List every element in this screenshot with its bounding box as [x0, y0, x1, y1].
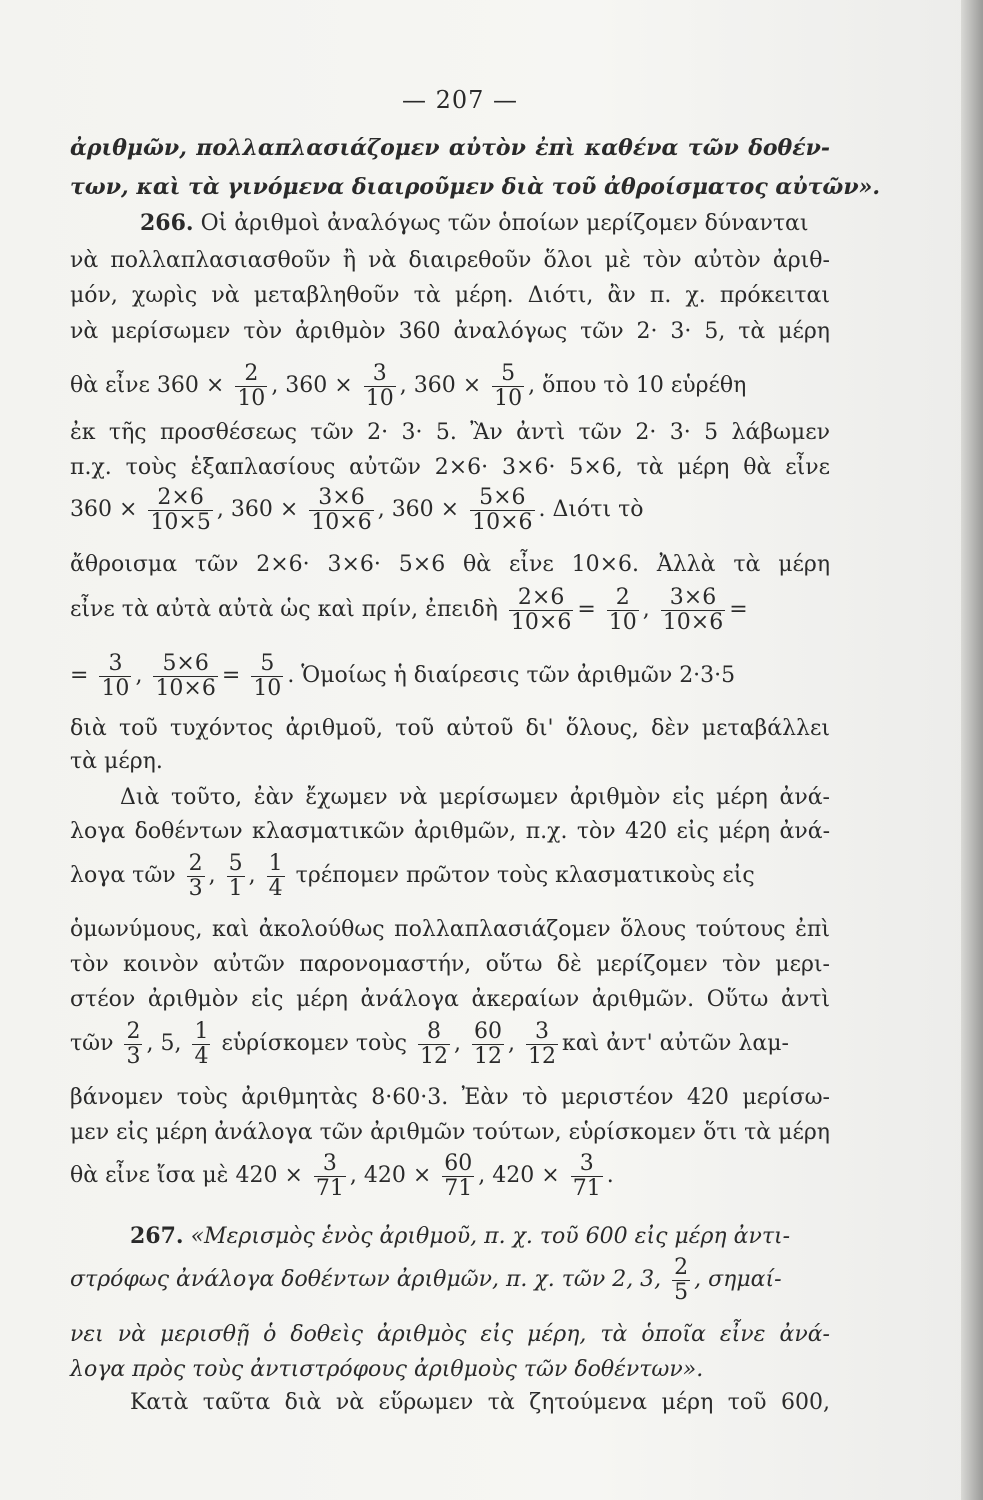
- text-span: , 360 ×: [377, 497, 460, 522]
- comma: ,: [642, 597, 650, 622]
- denominator: 10×6: [662, 609, 724, 635]
- text-line: μόν, χωρὶς νὰ μεταβληθοῦν τὰ μέρη. Διότι, ἂν π. χ. πρόκειται: [70, 283, 830, 308]
- formula-line: [70, 1254, 830, 1306]
- fraction: [472, 1020, 504, 1069]
- denominator: 10×6: [155, 675, 216, 701]
- numerator: 2: [126, 1018, 141, 1044]
- denominator: 12: [474, 1043, 503, 1069]
- denominator: 10×6: [311, 509, 372, 535]
- numerator: 2: [235, 362, 267, 387]
- text-span: , 360 ×: [399, 373, 482, 398]
- text-line: ἐκ τῆς προσθέσεως τῶν 2· 3· 5. Ἂν ἀντὶ τῶν 2· 3· 5 λάβωμεν: [70, 420, 830, 445]
- fraction: [672, 1256, 690, 1305]
- comma: ,: [454, 1031, 462, 1056]
- denominator: 4: [194, 1043, 209, 1069]
- numerator: 3×6: [661, 586, 725, 611]
- fraction: [192, 1020, 210, 1069]
- fraction: [227, 852, 245, 901]
- text-span: θὰ εἶνε 360 ×: [70, 373, 225, 398]
- equals-sign: =: [221, 663, 241, 688]
- text-span: εὑρίσκομεν τοὺς: [221, 1031, 408, 1056]
- formula-line: [70, 484, 830, 536]
- text-line: τὰ μέρη.: [70, 749, 163, 774]
- text-span: , 420 ×: [349, 1163, 432, 1188]
- fraction: [187, 852, 205, 901]
- numerator: 8: [418, 1020, 450, 1045]
- numerator: 5×6: [470, 486, 534, 511]
- equals-sign: =: [729, 597, 748, 622]
- numerator: 5: [228, 850, 243, 876]
- numerator: 3: [99, 652, 131, 677]
- fraction: [661, 586, 725, 635]
- fraction: [364, 362, 396, 411]
- numerator: 2: [188, 850, 203, 876]
- fraction: [442, 1152, 474, 1201]
- numerator: 3×6: [309, 486, 373, 511]
- numerator: 5: [492, 362, 524, 387]
- numerator: 5: [251, 652, 283, 677]
- text-line: τὸν κοινὸν αὐτῶν παρονομαστήν, οὕτω δὲ μερίζομεν τὸν μερι-: [70, 952, 830, 977]
- text-span: . Διότι τὸ: [538, 497, 644, 522]
- numerator: 60: [444, 1150, 473, 1176]
- text-line: νὰ πολλαπλασιασθοῦν ἢ νὰ διαιρεθοῦν ὅλοι μὲ τὸν αὐτὸν ἀριθ-: [70, 248, 830, 273]
- fraction: [148, 486, 212, 535]
- text-line: Διὰ τοῦτο, ἐὰν ἔχωμεν νὰ μερίσωμεν ἀριθμὸν εἰς μέρη ἀνά-: [120, 785, 830, 810]
- denominator: 10: [608, 609, 637, 635]
- text-line: διὰ τοῦ τυχόντος ἀριθμοῦ, τοῦ αὐτοῦ δι' ὅλους, δὲν μεταβάλλει: [70, 716, 830, 741]
- numerator: 5×6: [153, 652, 217, 677]
- text-line: Κατὰ ταῦτα διὰ νὰ εὕρωμεν τὰ ζητούμενα μέρη τοῦ 600,: [130, 1390, 830, 1415]
- text-line: π.χ. τοὺς ἑξαπλασίους αὐτῶν 2×6· 3×6· 5×6, τὰ μέρη θὰ εἶνε: [70, 455, 830, 480]
- comma: ,: [208, 863, 216, 888]
- fraction: [418, 1020, 450, 1069]
- denominator: 1: [228, 875, 243, 901]
- denominator: 12: [420, 1043, 449, 1069]
- text-span: τρέπομεν πρῶτον τοὺς κλασματικοὺς εἰς: [295, 863, 755, 888]
- denominator: 10: [101, 675, 130, 701]
- formula-line: [70, 1150, 830, 1202]
- numerator: 1: [194, 1018, 209, 1044]
- text-span: , 360 ×: [216, 497, 299, 522]
- numerator: 3: [526, 1020, 558, 1045]
- denominator: 10: [237, 385, 266, 411]
- numerator: 60: [474, 1018, 503, 1044]
- fraction: [309, 486, 373, 535]
- text-span: εἶνε τὰ αὐτὰ αὐτὰ ὡς καὶ πρίν, ἐπειδὴ: [70, 597, 498, 622]
- fraction: [99, 652, 131, 701]
- denominator: 3: [126, 1043, 141, 1069]
- equals-sign: =: [577, 597, 596, 622]
- denominator: 10×5: [150, 509, 211, 535]
- formula-line: [70, 650, 830, 702]
- text-line: μεν εἰς μέρη ἀνάλογα τῶν ἀριθμῶν τούτων, εὑρίσκομεν ὅτι τὰ μέρη: [70, 1120, 830, 1145]
- text-line: βάνομεν τοὺς ἀριθμητὰς 8·60·3. Ἐὰν τὸ μεριστέον 420 μερίσω-: [70, 1085, 830, 1110]
- page-number: — 207 —: [401, 86, 519, 114]
- fraction: [526, 1020, 558, 1069]
- text-span: 360 ×: [70, 497, 138, 522]
- numerator: 2×6: [509, 586, 573, 611]
- text-span: θὰ εἶνε ἴσα μὲ 420 ×: [70, 1163, 303, 1188]
- comma: ,: [508, 1031, 516, 1056]
- denominator: 3: [188, 875, 203, 901]
- fraction: [509, 586, 573, 635]
- numerator: 3: [571, 1152, 603, 1177]
- denominator: 4: [268, 875, 283, 901]
- numerator: 1: [268, 850, 283, 876]
- fraction: [267, 852, 285, 901]
- denominator: 10×6: [472, 509, 533, 535]
- fraction: [235, 362, 267, 411]
- fraction: [153, 652, 217, 701]
- formula-line: [70, 360, 830, 412]
- text-line: ἄθροισμα τῶν 2×6· 3×6· 5×6 θὰ εἶνε 10×6. Ἀλλὰ τὰ μέρη: [70, 552, 830, 577]
- comma: ,: [146, 1031, 154, 1056]
- paragraph-266-start: [140, 208, 830, 239]
- period: .: [606, 1163, 614, 1188]
- text-span: λογα τῶν: [70, 863, 176, 888]
- numerator: 2: [674, 1254, 689, 1280]
- text-line: λογα πρὸς τοὺς ἀντιστρόφους ἀριθμοὺς τῶν δοθέντων».: [70, 1357, 704, 1382]
- denominator: 10: [494, 385, 523, 411]
- text-span: τῶν: [70, 1031, 114, 1056]
- text-line: νει νὰ μερισθῇ ὁ δοθεὶς ἀριθμὸς εἰς μέρη, τὰ ὁποῖα εἶνε ἀνά-: [70, 1322, 830, 1347]
- paragraph-267-start: [130, 1221, 830, 1252]
- text-span: καὶ ἀντ' αὐτῶν λαμ-: [562, 1031, 789, 1056]
- equals-sign: =: [70, 663, 89, 688]
- denominator: 71: [444, 1175, 473, 1201]
- text-span: . Ὁμοίως ἡ διαίρεσις τῶν ἀριθμῶν 2·3·5: [287, 663, 736, 688]
- comma: ,: [248, 863, 256, 888]
- text-span: «Μερισμὸς ἑνὸς ἀριθμοῦ, π. χ. τοῦ 600 εἰς μέρη ἀντι-: [183, 1224, 791, 1249]
- text-span: στρόφως ἀνάλογα δοθέντων ἀριθμῶν, π. χ. τῶν 2, 3,: [70, 1267, 662, 1292]
- text-line: ὁμωνύμους, καὶ ἀκολούθως πολλαπλασιάζομεν ὅλους τούτους ἐπὶ: [70, 917, 830, 942]
- section-number-267: 267.: [130, 1223, 184, 1249]
- fraction: [492, 362, 524, 411]
- formula-line: [70, 850, 830, 902]
- denominator: 10×6: [510, 609, 572, 635]
- text-span: , 360 ×: [271, 373, 353, 398]
- numerator: 3: [314, 1152, 346, 1177]
- formula-line: [70, 1018, 830, 1070]
- fraction: [607, 586, 639, 635]
- text-line: λογα δοθέντων κλασματικῶν ἀριθμῶν, π.χ. τὸν 420 εἰς μέρη ἀνά-: [70, 819, 830, 844]
- denominator: 71: [572, 1175, 601, 1201]
- text-line: των, καὶ τὰ γινόμενα διαιροῦμεν διὰ τοῦ ἀθροίσματος αὐτῶν».: [70, 174, 881, 200]
- text-span: , 420 ×: [478, 1163, 560, 1188]
- text-span: , ὅπου τὸ 10 εὑρέθη: [528, 373, 747, 398]
- denominator: 71: [315, 1175, 344, 1201]
- fraction: [571, 1152, 603, 1201]
- numerator: 2×6: [148, 486, 212, 511]
- text-span: 5,: [160, 1031, 182, 1056]
- formula-line: [70, 584, 830, 636]
- denominator: 12: [528, 1043, 557, 1069]
- text-line: ἀριθμῶν, πολλαπλασιάζομεν αὐτὸν ἐπὶ καθένα τῶν δοθέν-: [70, 135, 830, 161]
- text-line: στέον ἀριθμὸν εἰς μέρη ἀνάλογα ἀκεραίων ἀριθμῶν. Οὕτω ἀντὶ: [70, 987, 830, 1012]
- comma: ,: [135, 663, 143, 688]
- fraction: [251, 652, 283, 701]
- fraction: [470, 486, 534, 535]
- fraction: [314, 1152, 346, 1201]
- text-line: νὰ μερίσωμεν τὸν ἀριθμὸν 360 ἀναλόγως τῶν 2· 3· 5, τὰ μέρη: [70, 319, 830, 344]
- denominator: 10: [365, 385, 394, 411]
- numerator: 3: [364, 362, 396, 387]
- text-span: , σημαί-: [694, 1267, 782, 1292]
- numerator: 2: [607, 586, 639, 611]
- denominator: 5: [674, 1279, 689, 1305]
- text-span: Οἱ ἀριθμοὶ ἀναλόγως τῶν ὁποίων μερίζομεν δύνανται: [193, 211, 809, 236]
- section-number-266: 266.: [140, 210, 194, 236]
- fraction: [124, 1020, 142, 1069]
- denominator: 10: [253, 675, 282, 701]
- page-edge: [961, 0, 983, 1500]
